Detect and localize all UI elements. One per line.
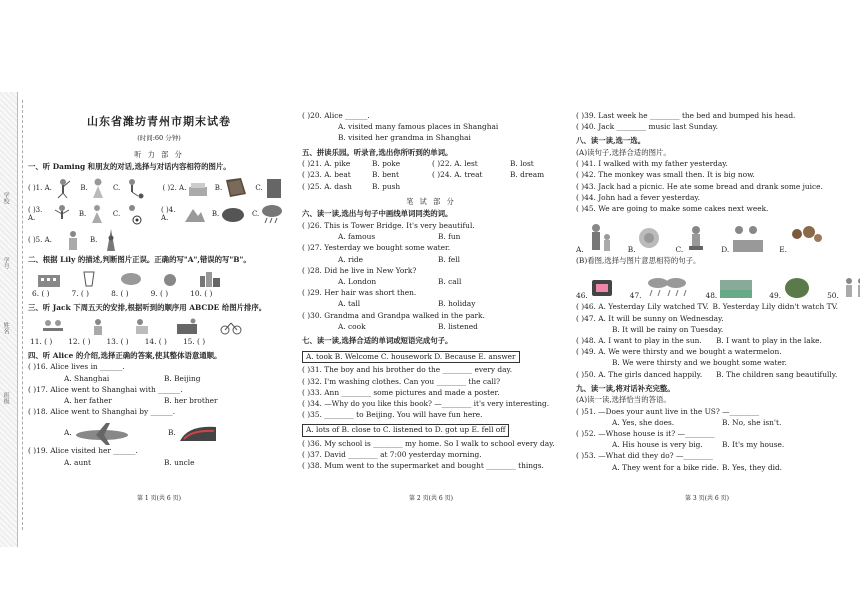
picture-number: 48. — [705, 290, 718, 300]
option-label: A. — [576, 244, 584, 254]
option-label: B. — [90, 235, 98, 244]
football-player-icon — [122, 177, 144, 199]
option-b[interactable]: B. The children sang beautifully. — [716, 369, 838, 379]
seal-line — [22, 100, 23, 530]
rain-icon — [644, 276, 690, 300]
section-8b-instruction: (B)看图,选择与图片意思相符的句子。 — [576, 256, 701, 266]
bicycle-icon — [220, 319, 242, 335]
answer-blank[interactable]: 8. ( ) — [111, 288, 129, 298]
picture-number: 50. — [827, 290, 839, 300]
page-footer: 第 2 页(共 6 页) — [409, 495, 453, 502]
question-number: ( )1. A. — [28, 183, 52, 192]
question-20-option-b — [302, 134, 560, 145]
question-39: ( )39. Last week he ________ the bed and bumped his head. — [576, 111, 796, 120]
answer-row — [28, 338, 290, 349]
tourist-icon — [62, 229, 84, 251]
question-52: ( )52. —Whose house is it? —________ — [576, 429, 715, 439]
question-29-options — [302, 300, 560, 311]
question-30: ( )30. Grandma and Grandpa walked in the park. — [302, 310, 485, 320]
answer-blank[interactable]: 12. ( ) — [68, 336, 91, 346]
option-label: D. — [721, 244, 730, 254]
binding-label: 学校 — [2, 192, 10, 204]
answer-blank[interactable]: 14. ( ) — [144, 336, 167, 346]
sick-child-icon — [637, 226, 661, 254]
question-21[interactable]: ( )21. A. pike — [302, 159, 351, 169]
question-40: ( )40. Jack ________ music last Sunday. — [576, 122, 719, 132]
airplane-icon — [74, 421, 162, 445]
option-label: B. — [214, 183, 223, 192]
section-9a-instruction: (A)读一读,选择恰当的答语。 — [576, 395, 671, 405]
option-b[interactable]: B. fun — [438, 232, 461, 242]
question-20: ( )20. Alice ______. — [302, 111, 370, 120]
ping-pong-icon — [42, 318, 64, 336]
question-19: ( )19. Alice visited her ______. — [28, 446, 138, 456]
section-4-heading: 四、听 Alice 的介绍,选择正确的答案,使其整体语意通顺。 — [28, 350, 222, 360]
school-building-icon — [36, 270, 62, 288]
option-b[interactable]: B. fell — [438, 254, 460, 264]
lake-icon — [719, 276, 753, 300]
option-b[interactable]: B. her brother — [164, 395, 218, 405]
binding-label: 班级 — [2, 392, 10, 404]
question-33: ( )33. Ann ________ some pictures and made a poster. — [302, 387, 500, 397]
option-label: C. — [675, 244, 684, 254]
section-7-heading: 七、读一读,选择合适的单词或短语完成句子。 — [302, 335, 453, 345]
option-a[interactable]: A. cook — [338, 321, 366, 331]
option-b[interactable]: B. No, she isn't. — [722, 417, 782, 427]
glass-icon — [82, 270, 96, 288]
question-47: ( )47. A. It will be sunny on Wednesday. — [576, 313, 724, 323]
question-28: ( )28. Did he live in New York? — [302, 265, 417, 275]
option-label: E. — [779, 244, 787, 254]
book-icon — [223, 176, 249, 200]
section-2-heading: 二、根据 Lily 的描述,判断图片正误。正确的写"A",错误的写"B"。 — [28, 254, 251, 264]
baking-icon — [731, 224, 765, 254]
question-row — [28, 201, 290, 227]
option-b[interactable]: B. We were thirsty and we bought some water. — [612, 358, 787, 368]
binding-strip — [0, 92, 18, 547]
option-b[interactable]: B. push — [372, 181, 401, 191]
question-24[interactable]: ( )24. A. treat — [432, 170, 483, 180]
picture-options-row — [576, 218, 838, 254]
question-53-options — [576, 464, 838, 475]
question-49-option-b — [576, 359, 838, 370]
picture-items-row — [576, 270, 838, 300]
section-5-heading: 五、拼读乐园。听录音,选出你所听到的单词。 — [302, 147, 453, 157]
mountain-icon — [184, 204, 206, 224]
question-36: ( )36. My school is ________ my home. So I walk to school every day. — [302, 439, 555, 449]
word-box-2: A. lots of B. close to C. listened to D. got up E. fell off — [302, 424, 509, 437]
page-footer: 第 1 页(共 6 页) — [137, 495, 181, 502]
option-a[interactable]: ( )46. A. Yesterday Lily watched TV. — [576, 302, 709, 312]
shopping-icon — [88, 318, 108, 336]
tower-icon — [102, 228, 120, 252]
dancer-icon — [87, 203, 107, 225]
question-17: ( )17. Alice went to Shanghai with ______. — [28, 384, 183, 394]
section-9-heading: 九、读一读,将对话补充完整。 — [576, 383, 675, 393]
option-b[interactable]: B. poke — [372, 159, 401, 169]
option-b[interactable]: B. I want to play in the lake. — [716, 335, 822, 345]
answer-blank[interactable]: 9. ( ) — [150, 288, 169, 298]
question-row — [28, 175, 290, 201]
answer-blank[interactable]: 10. ( ) — [190, 288, 213, 298]
question-25[interactable]: ( )25. A. dash — [302, 181, 352, 191]
question-31: ( )31. The boy and his brother do the ________ every day. — [302, 365, 513, 375]
question-41: ( )41. I walked with my father yesterday. — [576, 159, 728, 169]
option-a[interactable]: A. aunt — [64, 457, 91, 467]
city-icon — [198, 270, 222, 288]
exam-time: (时间:60 分钟) — [137, 133, 181, 142]
picture-row — [28, 268, 290, 290]
option-label: C. — [112, 209, 121, 218]
question-43: ( )43. Jack had a picnic. He ate some bread and drank some juice. — [576, 181, 823, 191]
section-8-heading: 八、读一读,选一选。 — [576, 136, 646, 146]
page-2 — [302, 112, 560, 474]
section-8a-instruction: (A)读句子,选择合适的图片。 — [576, 148, 671, 158]
father-and-child-icon — [586, 222, 614, 254]
apple-icon — [162, 271, 178, 287]
page-footer: 第 3 页(共 6 页) — [685, 495, 729, 502]
answer-blank[interactable]: 11. ( ) — [30, 336, 53, 346]
answer-row — [28, 290, 290, 301]
question-34: ( )34. —Why do you like this book? —________ it's very interesting. — [302, 398, 550, 408]
option-b[interactable]: B. dream — [510, 170, 545, 180]
answer-blank[interactable]: 13. ( ) — [106, 336, 129, 346]
option-label: C. — [255, 183, 263, 192]
binding-label: 姓名 — [2, 322, 10, 334]
word-box-1: A. took B. Welcome C. housework D. Because E. answer — [302, 351, 520, 364]
option-a[interactable]: A. Yes, she does. — [612, 417, 675, 427]
question-30-options — [302, 323, 560, 334]
question-42: ( )42. The monkey was small then. It is big now. — [576, 170, 755, 180]
option-label: B. — [80, 183, 88, 192]
page-3 — [576, 112, 838, 475]
option-a[interactable]: ( )48. A. I want to play in the sun. — [576, 335, 702, 345]
listening-part-heading: 听 力 部 分 — [134, 149, 184, 159]
question-29: ( )29. Her hair was short then. — [302, 288, 417, 298]
option-a[interactable]: A. They went for a bike ride. — [612, 462, 719, 472]
option-a[interactable]: A. tall — [338, 299, 361, 309]
option-a[interactable]: ( )50. A. The girls danced happily. — [576, 369, 703, 379]
cake-icon — [187, 178, 209, 198]
question-45: ( )45. We are going to make some cakes next week. — [576, 204, 769, 214]
option-b[interactable]: B. call — [438, 277, 462, 287]
question-18: ( )18. Alice went to Shanghai by ______. — [28, 407, 176, 417]
section-3-heading: 三、听 Jack 下周五天的安排,根据听到的顺序用 ABCDE 给图片排序。 — [28, 302, 267, 312]
option-label: B. — [211, 209, 220, 218]
child-icon — [51, 203, 73, 225]
tv-icon — [590, 276, 614, 300]
exam-title: 山东省潍坊青州市期末试卷 — [87, 115, 231, 128]
answer-blank[interactable]: 6. ( ) — [32, 288, 50, 298]
option-b[interactable]: B. Yes, they did. — [722, 462, 783, 472]
option-b[interactable]: B. Beijing — [164, 373, 201, 383]
question-number: ( )3. A. — [28, 205, 43, 222]
question-35: ( )35. ________ to Beijing. You will have fun here. — [302, 410, 483, 420]
answer-blank[interactable]: 7. ( ) — [71, 288, 90, 298]
question-37: ( )37. David ________ at 7:00 yesterday morning. — [302, 450, 482, 460]
notebook-icon — [264, 177, 284, 199]
question-26: ( )26. This is Tower Bridge. It's very beautiful. — [302, 221, 475, 231]
soccer-ball-icon — [121, 203, 143, 225]
option-a[interactable]: A. Shanghai — [64, 373, 110, 383]
question-50 — [576, 371, 838, 382]
option-label: B. — [627, 244, 636, 254]
basketball-player-icon — [52, 177, 74, 199]
option-a[interactable]: A. ride — [338, 254, 364, 264]
picnic-icon — [685, 224, 707, 254]
option-b[interactable]: B. It will be rainy on Tuesday. — [612, 324, 724, 334]
question-25 — [302, 183, 560, 194]
question-23[interactable]: ( )23. A. beat — [302, 170, 351, 180]
question-49: ( )49. A. We were thirsty and we bought a watermelon. — [576, 347, 782, 357]
rain-cloud-icon — [260, 203, 284, 225]
option-b[interactable]: B. lost — [510, 159, 534, 169]
high-speed-train-icon — [178, 421, 218, 445]
option-b[interactable]: B. visited her grandma in Shanghai — [338, 133, 471, 143]
question-19-options — [28, 459, 290, 470]
question-46 — [576, 303, 838, 314]
question-22[interactable]: ( )22. A. lest — [432, 159, 478, 169]
option-a[interactable]: A. His house is very big. — [612, 440, 703, 450]
option-b[interactable]: B. bent — [372, 170, 399, 180]
question-number: ( )2. A. — [162, 183, 187, 192]
question-27: ( )27. Yesterday we bought some water. — [302, 243, 451, 253]
option-label: C. — [251, 209, 260, 218]
option-b[interactable]: B. holiday — [438, 299, 476, 309]
piano-icon — [176, 318, 198, 336]
question-44: ( )44. John had a fever yesterday. — [576, 192, 700, 202]
picture-number: 47. — [629, 290, 642, 300]
picture-row — [28, 316, 290, 338]
bowl-icon — [120, 271, 142, 287]
question-row — [28, 227, 290, 253]
option-a[interactable]: A. visited many famous places in Shanghai — [338, 122, 499, 132]
binding-label: 学号 — [2, 257, 10, 269]
page-1 — [28, 112, 290, 470]
reading-icon — [132, 318, 152, 336]
question-32: ( )32. I'm washing clothes. Can you ________ the call? — [302, 376, 501, 386]
question-16: ( )16. Alice lives in ______. — [28, 362, 125, 372]
option-a[interactable]: A. — [64, 427, 72, 437]
option-b[interactable]: B. uncle — [164, 457, 195, 467]
question-38: ( )38. Mum went to the supermarket and bought ________ things. — [302, 461, 544, 471]
question-number: ( )5. A. — [28, 235, 52, 244]
monkeys-icon — [789, 224, 823, 254]
written-part-heading: 笔 试 部 分 — [406, 196, 456, 206]
option-b[interactable]: B. It's my house. — [722, 440, 785, 450]
watermelon-icon — [783, 276, 811, 300]
option-b[interactable]: B. Yesterday Lily didn't watch TV. — [712, 302, 838, 312]
option-a[interactable]: A. famous — [338, 232, 376, 242]
option-b[interactable]: B. listened — [438, 321, 478, 331]
question-18-options — [28, 419, 290, 447]
section-6-heading: 六、读一读,选出与句子中画线单词同类的词。 — [302, 209, 453, 219]
question-51: ( )51. —Does your aunt live in the US? —________ — [576, 406, 760, 416]
question-number: ( )4. A. — [161, 205, 176, 222]
option-a[interactable]: A. London — [338, 277, 377, 287]
cloud-icon — [220, 204, 246, 224]
girl-icon — [89, 177, 107, 199]
section-1-heading: 一、听 Daming 和朋友的对话,选择与对话内容相符的图片。 — [28, 162, 231, 172]
option-a[interactable]: A. her father — [64, 395, 112, 405]
option-label: B. — [78, 209, 87, 218]
answer-blank[interactable]: 15. ( ) — [182, 336, 206, 346]
question-23-24 — [302, 171, 560, 182]
question-53: ( )53. —What did they do? —________ — [576, 451, 713, 461]
picture-number: 46. — [576, 290, 588, 300]
option-label: C. — [112, 183, 121, 192]
dancing-children-icon — [841, 276, 860, 300]
picture-number: 49. — [769, 290, 782, 300]
option-b[interactable]: B. — [168, 427, 176, 437]
